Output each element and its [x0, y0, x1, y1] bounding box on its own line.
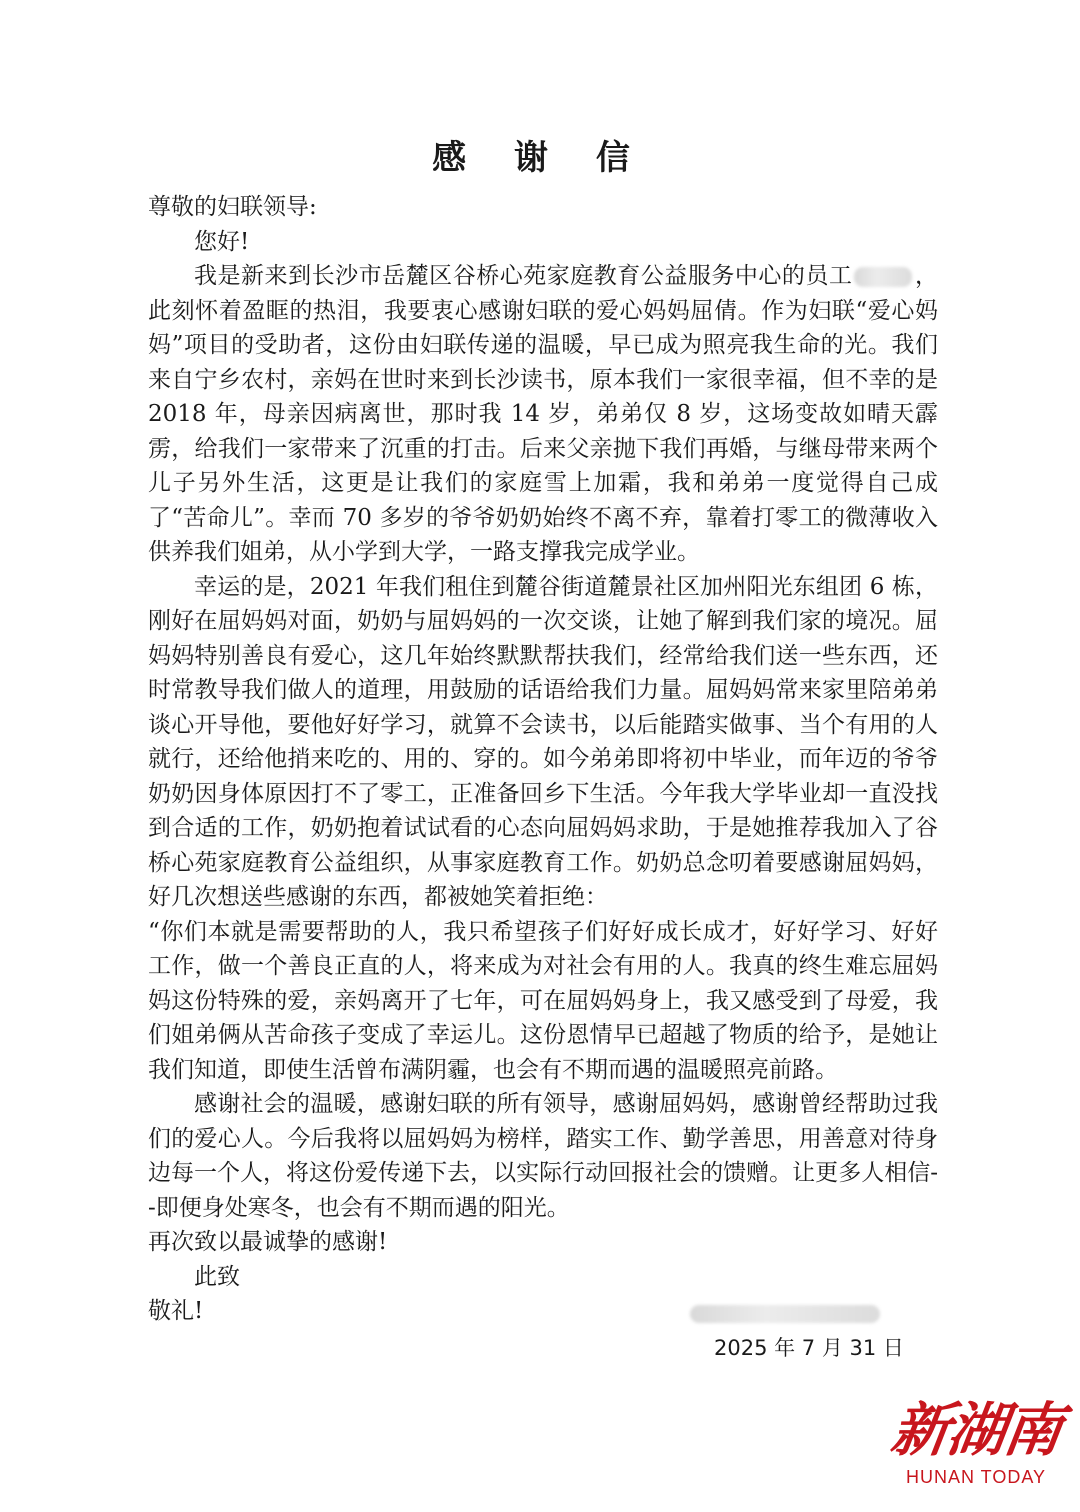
letter-title: 感 谢 信	[432, 138, 648, 178]
paragraph-3: “你们本就是需要帮助的人，我只希望孩子们好好成长成才，好好学习、好好工作，做一个善良正直的人，将来成为对社会有用的人。我真的终生难忘屈妈妈这份特殊的爱，亲妈离开了七年，可在屈妈妈身上，我又感受到了母爱，我们姐弟俩从苦命孩子变成了幸运儿。这份恩情早已超越了物质的给予，是她让我们知道，即使生活曾布满阴霾，也会有不期而遇的温暖照亮前路。	[148, 918, 938, 1083]
greeting: 您好!	[194, 228, 250, 255]
hunan-today-logo	[886, 1395, 1066, 1488]
signature-block	[690, 1300, 910, 1364]
closing-salute-2: 敬礼!	[148, 1298, 204, 1324]
redacted-signature	[690, 1305, 880, 1323]
logo-subtitle: HUNAN TODAY	[905, 1467, 1047, 1487]
paragraph-1-start: 我是新来到长沙市岳麓区谷桥心苑家庭教育公益服务中心的员工	[194, 263, 853, 289]
letter-body	[148, 190, 938, 1329]
letter-date: 2025 年 7 月 31 日	[714, 1336, 904, 1360]
paragraph-2: 幸运的是，2021 年我们租住到麓谷街道麓景社区加州阳光东组团 6 栋，刚好在屈妈妈对面，奶奶与屈妈妈的一次交谈，让她了解到我们家的境况。屈妈妈特别善良有爱心，这几年始终默默帮扶我们，经常给我们送一些东西，还时常教导我们做人的道理，用鼓励的话语给我们力量。屈妈妈常来家里陪弟弟谈心开导他，要他好好学习，就算不会读书，以后能踏实做事、当个有用的人就行，还给他捎来吃的、用的、穿的。如今弟弟即将初中毕业，而年迈的爷爷奶奶因身体原因打不了零工，正准备回乡下生活。今年我大学毕业却一直没找到合适的工作，奶奶抱着试试看的心态向屈妈妈求助，于是她推荐我加入了谷桥心苑家庭教育公益组织，从事家庭教育工作。奶奶总念叨着要感谢屈妈妈，好几次想送些感谢的东西，都被她笑着拒绝：	[148, 573, 938, 910]
redacted-name	[854, 267, 912, 287]
closing-salute-1: 此致	[194, 1263, 240, 1290]
paragraph-1	[148, 259, 938, 570]
logo-mark: 新湖南	[887, 1396, 1065, 1464]
paragraph-4: 感谢社会的温暖，感谢妇联的所有领导，感谢屈妈妈，感谢曾经帮助过我们的爱心人。今后我将以屈妈妈为榜样，踏实工作、勤学善思，用善意对待身边每一个人，将这份爱传递下去，以实际行动回报社会的馈赠。让更多人相信--即便身处寒冬，也会有不期而遇的阳光。	[148, 1091, 938, 1221]
salutation: 尊敬的妇联领导:	[148, 194, 317, 220]
closing-thanks: 再次致以最诚挚的感谢!	[148, 1229, 388, 1255]
paragraph-1-rest: ，此刻怀着盈眶的热泪，我要衷心感谢妇联的爱心妈妈屈倩。作为妇联“爱心妈妈”项目的受助者，这份由妇联传递的温暖，早已成为照亮我生命的光。我们来自宁乡农村，亲妈在世时来到长沙读书，原本我们一家很幸福，但不幸的是 2018 年，母亲因病离世，那时我 14 岁，弟弟仅 8 岁，这场变故如晴天霹雳，给我们一家带来了沉重的打击。后来父亲抛下我们再婚，与继母带来两个儿子另外生活，这更是让我们的家庭雪上加霜，我和弟弟一度觉得自己成了“苦命儿”。幸而 70 多岁的爷爷奶奶始终不离不弃，靠着打零工的微薄收入供养我们姐弟，从小学到大学，一路支撑我完成学业。	[148, 263, 939, 565]
